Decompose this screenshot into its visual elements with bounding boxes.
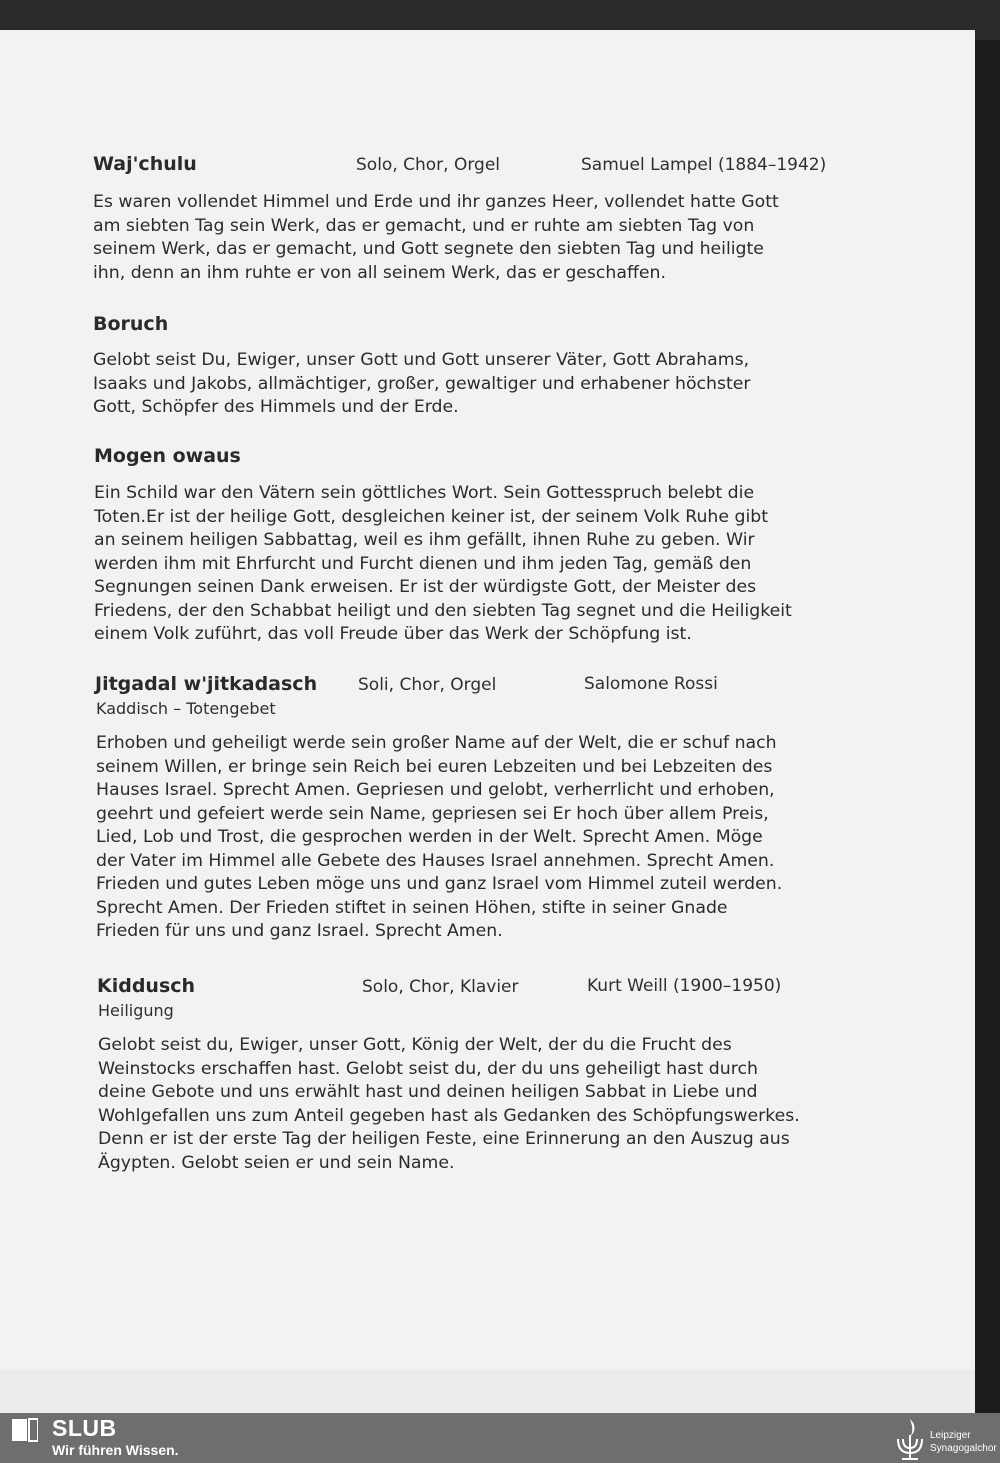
slub-logo-icon <box>12 1417 38 1443</box>
section-title: Boruch <box>93 313 169 335</box>
section-header <box>0 445 975 469</box>
section-kiddusch <box>0 975 975 1173</box>
section-voices: Solo, Chor, Orgel <box>356 155 501 175</box>
section-mogen-owaus <box>0 445 975 644</box>
section-jitgadal <box>0 673 975 941</box>
section-title: Kiddusch <box>97 975 196 997</box>
library-tagline: Wir führen Wissen. <box>52 1442 179 1458</box>
choir-name-line2: Synagogalchor <box>930 1443 997 1454</box>
section-subtitle: Heiligung <box>98 1001 174 1020</box>
section-header <box>0 975 975 999</box>
choir-name <box>930 1429 997 1455</box>
section-header <box>0 673 975 697</box>
library-name: SLUB <box>52 1415 117 1441</box>
choir-name-line1: Leipziger <box>930 1430 971 1441</box>
section-text: Erhoben und geheiligt werde sein großer Name auf der Welt, die er schuf nach seinem Willen, er bringe sein Reich bei euren Lebzeiten und bei Lebzeiten des Hauses Israel. Sprecht Amen. Gepriesen und gelobt, verherrlicht und erhoben, geehrt und gefeiert werde sein Name, gepriesen sei Er hoch über allem Preis, Lied, Lob und Trost, die gesprochen werden in der Welt. Sprecht Amen. Möge der Vater im Himmel alle Gebete des Hauses Israel annehmen. Sprecht Amen. Frieden und gutes Leben möge uns und ganz Israel vom Himmel zuteil werden. Sprecht Amen. Der Frieden stiftet in seinen Höhen, stifte in seiner Gnade Frieden für uns und ganz Israel. Sprecht Amen. <box>96 733 783 941</box>
section-text: Gelobt seist Du, Ewiger, unser Gott und Gott unserer Väter, Gott Abrahams, Isaaks und Jakobs, allmächtiger, großer, gewaltiger und erhabener höchster Gott, Schöpfer des Himmels und der Erde. <box>93 350 751 417</box>
section-composer: Salomone Rossi <box>584 674 718 694</box>
section-subtitle: Kaddisch – Totengebet <box>96 699 276 718</box>
section-composer: Samuel Lampel (1884–1942) <box>581 155 827 175</box>
section-title: Jitgadal w'jitkadasch <box>95 673 318 695</box>
section-text: Gelobt seist du, Ewiger, unser Gott, König der Welt, der du die Frucht des Weinstocks erschaffen hast. Gelobt seist du, der du uns geheiligt hast durch deine Gebote und uns erwählt hast und deinen heiligen Sabbat in Liebe und Wohlgefallen uns zum Anteil gegeben hast als Gedanken des Schöpfungswerkes. Denn er ist der erste Tag der heiligen Feste, eine Erinnerung an den Auszug aus Ägypten. Gelobt seien er und sein Name. <box>98 1035 800 1173</box>
section-title: Mogen owaus <box>94 445 241 467</box>
section-text: Es waren vollendet Himmel und Erde und ihr ganzes Heer, vollendet hatte Gott am siebten Tag sein Werk, das er gemacht, und er ruhte am siebten Tag von seinem Werk, das er gemacht, und Gott segnete den siebten Tag und heiligte ihn, denn an ihm ruhte er von all seinem Werk, das er geschaffen. <box>93 192 779 283</box>
menorah-logo-icon <box>890 1415 930 1461</box>
section-header <box>0 313 975 337</box>
section-boruch <box>0 313 975 417</box>
section-voices: Solo, Chor, Klavier <box>362 977 519 997</box>
paper-shadow-edge <box>975 40 1000 1413</box>
footer-bar <box>0 1413 1000 1463</box>
scan-margin <box>0 1370 975 1413</box>
section-composer: Kurt Weill (1900–1950) <box>587 976 782 996</box>
section-wajchulu <box>0 153 975 283</box>
section-voices: Soli, Chor, Orgel <box>358 675 497 695</box>
section-title: Waj'chulu <box>93 153 197 175</box>
section-text: Ein Schild war den Vätern sein göttliches Wort. Sein Gottesspruch belebt die Toten.Er ist der heilige Gott, desgleichen keiner ist, der seinem Volk Ruhe gibt an seinem heiligen Sabbattag, weil es ihm gefällt, ihnen Ruhe zu geben. Wir werden ihm mit Ehrfurcht und Furcht dienen und ihm jeden Tag, gemäß den Segnungen seinen Dank erweisen. Er ist der würdigste Gott, der Meister des Friedens, der den Schabbat heiligt und den siebten Tag segnet und die Heiligkeit einem Volk zuführt, das voll Freude über das Werk der Schöpfung ist. <box>94 483 792 644</box>
section-header <box>0 153 975 177</box>
